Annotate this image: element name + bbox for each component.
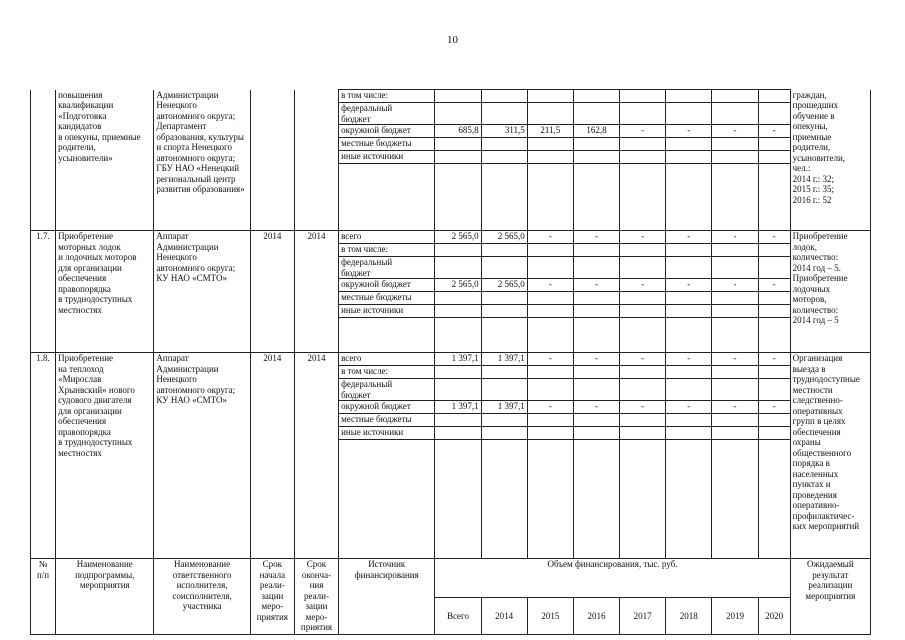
header-row	[31, 559, 871, 598]
amount-2014	[481, 292, 527, 305]
filler-cell	[339, 318, 435, 353]
header-year-2017: 2017	[620, 598, 666, 635]
amount-2020: -	[758, 125, 790, 138]
amount-2018	[666, 366, 712, 379]
filler-cell	[573, 318, 619, 353]
amount-2016: -	[573, 279, 619, 292]
amount-2020	[758, 366, 790, 379]
amount-2018: -	[666, 231, 712, 244]
amount-2017: -	[620, 353, 666, 366]
filler-cell	[712, 164, 758, 231]
source-label: федеральный бюджет	[339, 103, 435, 125]
amount-2016: -	[573, 401, 619, 414]
amount-total	[435, 366, 481, 379]
amount-2020: -	[758, 353, 790, 366]
amount-2018: -	[666, 401, 712, 414]
filler-cell	[435, 164, 481, 231]
expected-result: Приобретение лодок, количество: 2014 год – 5. Приобретение лодочных моторов, количество: 2014 год – 5	[790, 231, 870, 353]
amount-2017	[620, 427, 666, 440]
amount-2019	[712, 414, 758, 427]
amount-total: 1 397,1	[435, 401, 481, 414]
filler-cell	[527, 164, 573, 231]
amount-2014	[481, 103, 527, 125]
amount-2020	[758, 244, 790, 257]
amount-2018	[666, 244, 712, 257]
header-end: Срок оконча- ния реали- зации меро- приятия	[294, 559, 338, 635]
amount-2018	[666, 292, 712, 305]
amount-2015: -	[527, 279, 573, 292]
amount-total	[435, 257, 481, 279]
executor: Администрации Ненецкого автономного округа; Департамент образования, культуры и спорта Ненецкого автономного округа; ГБУ НАО «Ненецкий региональный центр развития образования»	[154, 90, 250, 231]
amount-2014	[481, 379, 527, 401]
amount-2017	[620, 138, 666, 151]
header-start: Срок начала реали- зации меро- приятия	[250, 559, 294, 635]
amount-2019	[712, 138, 758, 151]
amount-2016	[573, 151, 619, 164]
filler-cell	[573, 440, 619, 559]
amount-2015: -	[527, 353, 573, 366]
amount-2017	[620, 103, 666, 125]
amount-2016	[573, 366, 619, 379]
amount-2019	[712, 379, 758, 401]
amount-2018	[666, 138, 712, 151]
amount-2017	[620, 366, 666, 379]
amount-2016	[573, 427, 619, 440]
amount-2019: -	[712, 401, 758, 414]
amount-2018	[666, 379, 712, 401]
measure-name: Приобретение на теплоход «Мирослав Хрынвский» нового судового двигателя для организации обеспечения правопорядка в труднодоступных местностях	[56, 353, 154, 559]
source-label: в том числе:	[339, 244, 435, 257]
amount-2020: -	[758, 279, 790, 292]
amount-2017	[620, 90, 666, 103]
amount-2017: -	[620, 279, 666, 292]
source-label: в том числе:	[339, 90, 435, 103]
amount-2016: 162,8	[573, 125, 619, 138]
filler-cell	[620, 440, 666, 559]
amount-total: 2 565,0	[435, 231, 481, 244]
row-number	[31, 90, 56, 231]
header-number: № п/п	[31, 559, 56, 635]
amount-2014	[481, 244, 527, 257]
filler-cell	[758, 440, 790, 559]
amount-2014: 1 397,1	[481, 353, 527, 366]
amount-2018	[666, 90, 712, 103]
amount-2015	[527, 151, 573, 164]
amount-2018	[666, 257, 712, 279]
source-label: федеральный бюджет	[339, 257, 435, 279]
header-year-2014: 2014	[481, 598, 527, 635]
filler-cell	[527, 440, 573, 559]
amount-2020	[758, 414, 790, 427]
amount-2020	[758, 379, 790, 401]
amount-2019	[712, 103, 758, 125]
filler-cell	[620, 318, 666, 353]
amount-2015: -	[527, 401, 573, 414]
amount-2015	[527, 138, 573, 151]
amount-total	[435, 414, 481, 427]
amount-total: 2 565,0	[435, 279, 481, 292]
amount-2020	[758, 90, 790, 103]
amount-2020	[758, 257, 790, 279]
amount-2019: -	[712, 279, 758, 292]
table-row	[31, 353, 871, 366]
source-label: местные бюджеты	[339, 138, 435, 151]
amount-2015: -	[527, 231, 573, 244]
filler-cell	[435, 318, 481, 353]
amount-2019	[712, 427, 758, 440]
executor: Аппарат Администрации Ненецкого автономного округа; КУ НАО «СМТО»	[154, 353, 250, 559]
expected-result: граждан, прошедших обучение в опекуны, приемные родители, усыновители, чел.: 2014 г.: 32; 2015 г.: 35; 2016 г.: 52	[790, 90, 870, 231]
filler-cell	[620, 164, 666, 231]
amount-2014: 2 565,0	[481, 231, 527, 244]
row-number: 1.8.	[31, 353, 56, 559]
source-label: в том числе:	[339, 366, 435, 379]
row-number: 1.7.	[31, 231, 56, 353]
amount-total	[435, 305, 481, 318]
amount-2018	[666, 414, 712, 427]
amount-2014	[481, 366, 527, 379]
source-label: окружной бюджет	[339, 125, 435, 138]
amount-total	[435, 292, 481, 305]
amount-2020: -	[758, 231, 790, 244]
filler-cell	[481, 440, 527, 559]
amount-2020	[758, 138, 790, 151]
amount-2019	[712, 151, 758, 164]
source-label: иные источники	[339, 151, 435, 164]
amount-2020	[758, 305, 790, 318]
filler-cell	[666, 318, 712, 353]
amount-2016	[573, 90, 619, 103]
amount-2015	[527, 90, 573, 103]
amount-2018: -	[666, 279, 712, 292]
header-year-2018: 2018	[666, 598, 712, 635]
amount-total	[435, 90, 481, 103]
filler-cell	[712, 318, 758, 353]
filler-cell	[712, 440, 758, 559]
amount-2018	[666, 151, 712, 164]
amount-total	[435, 103, 481, 125]
filler-cell	[339, 164, 435, 231]
amount-2017: -	[620, 401, 666, 414]
amount-2017	[620, 414, 666, 427]
amount-2016	[573, 414, 619, 427]
amount-2015: 211,5	[527, 125, 573, 138]
amount-2015	[527, 292, 573, 305]
amount-2016	[573, 257, 619, 279]
measure-name: Приобретение моторных лодок и лодочных моторов для организации обеспечения правопорядка в труднодоступных местностях	[56, 231, 154, 353]
source-label: окружной бюджет	[339, 401, 435, 414]
header-year-2015: 2015	[527, 598, 573, 635]
amount-2014: 311,5	[481, 125, 527, 138]
amount-2015	[527, 427, 573, 440]
filler-cell	[527, 318, 573, 353]
source-label: иные источники	[339, 427, 435, 440]
measure-name: повышения квалификации «Подготовка кандидатов в опекуны, приемные родители, усыновители»	[56, 90, 154, 231]
amount-2017	[620, 151, 666, 164]
amount-2019: -	[712, 125, 758, 138]
header-result: Ожидаемый результат реализации мероприятия	[790, 559, 870, 635]
amount-2019	[712, 244, 758, 257]
table-row	[31, 90, 871, 103]
amount-2016	[573, 138, 619, 151]
amount-2015	[527, 379, 573, 401]
amount-total	[435, 427, 481, 440]
amount-2014	[481, 305, 527, 318]
table-row	[31, 231, 871, 244]
amount-2019	[712, 366, 758, 379]
amount-2015	[527, 414, 573, 427]
amount-2019: -	[712, 353, 758, 366]
amount-2017	[620, 257, 666, 279]
amount-2014	[481, 257, 527, 279]
amount-2020: -	[758, 401, 790, 414]
amount-total: 685,8	[435, 125, 481, 138]
amount-2014	[481, 90, 527, 103]
filler-cell	[666, 164, 712, 231]
start-year	[250, 90, 294, 231]
amount-2016: -	[573, 231, 619, 244]
amount-2016	[573, 244, 619, 257]
amount-2018: -	[666, 125, 712, 138]
page-number: 10	[447, 34, 458, 46]
end-year: 2014	[294, 231, 338, 353]
amount-total	[435, 138, 481, 151]
header-volume: Объем финансирования, тыс. руб.	[435, 559, 790, 598]
amount-2017	[620, 244, 666, 257]
expected-result: Организация выезда в труднодоступные местности следственно- оперативных групп в целях обеспечения охраны общественного порядка в населенных пунктах и проведения оперативно- профилактичес- ких мероприятий	[790, 353, 870, 559]
amount-total	[435, 151, 481, 164]
amount-2014: 2 565,0	[481, 279, 527, 292]
amount-2014	[481, 427, 527, 440]
amount-2018: -	[666, 353, 712, 366]
amount-2019	[712, 257, 758, 279]
amount-2016	[573, 305, 619, 318]
amount-2020	[758, 151, 790, 164]
amount-2016	[573, 379, 619, 401]
amount-2020	[758, 292, 790, 305]
source-label: местные бюджеты	[339, 292, 435, 305]
filler-cell	[481, 318, 527, 353]
amount-2020	[758, 427, 790, 440]
amount-2019	[712, 305, 758, 318]
amount-2014: 1 397,1	[481, 401, 527, 414]
source-label: всего	[339, 231, 435, 244]
amount-2016	[573, 292, 619, 305]
amount-2015	[527, 305, 573, 318]
source-label: всего	[339, 353, 435, 366]
filler-cell	[758, 164, 790, 231]
amount-2019	[712, 90, 758, 103]
amount-2017: -	[620, 125, 666, 138]
end-year	[294, 90, 338, 231]
filler-cell	[758, 318, 790, 353]
source-label: местные бюджеты	[339, 414, 435, 427]
header-source: Источник финансирования	[339, 559, 435, 635]
financing-table	[30, 89, 871, 635]
amount-2014	[481, 138, 527, 151]
filler-cell	[481, 164, 527, 231]
header-executor: Наименование ответственного исполнителя, соисполнителя, участника	[154, 559, 250, 635]
source-label: окружной бюджет	[339, 279, 435, 292]
filler-cell	[339, 440, 435, 559]
amount-2014	[481, 151, 527, 164]
amount-2015	[527, 244, 573, 257]
amount-2015	[527, 366, 573, 379]
amount-total: 1 397,1	[435, 353, 481, 366]
amount-2014	[481, 414, 527, 427]
amount-total	[435, 379, 481, 401]
amount-2016	[573, 103, 619, 125]
amount-2017: -	[620, 231, 666, 244]
filler-cell	[573, 164, 619, 231]
amount-2015	[527, 257, 573, 279]
header-year-2016: 2016	[573, 598, 619, 635]
amount-2017	[620, 292, 666, 305]
start-year: 2014	[250, 353, 294, 559]
amount-2018	[666, 305, 712, 318]
filler-cell	[435, 440, 481, 559]
amount-2018	[666, 103, 712, 125]
amount-2019	[712, 292, 758, 305]
header-name: Наименование подпрограммы, мероприятия	[56, 559, 154, 635]
header-year-total: Всего	[435, 598, 481, 635]
amount-2017	[620, 379, 666, 401]
header-year-2020: 2020	[758, 598, 790, 635]
amount-total	[435, 244, 481, 257]
amount-2016: -	[573, 353, 619, 366]
amount-2017	[620, 305, 666, 318]
amount-2018	[666, 427, 712, 440]
source-label: иные источники	[339, 305, 435, 318]
amount-2019: -	[712, 231, 758, 244]
amount-2020	[758, 103, 790, 125]
source-label: федеральный бюджет	[339, 379, 435, 401]
start-year: 2014	[250, 231, 294, 353]
filler-cell	[666, 440, 712, 559]
executor: Аппарат Администрации Ненецкого автономного округа; КУ НАО «СМТО»	[154, 231, 250, 353]
header-year-2019: 2019	[712, 598, 758, 635]
amount-2015	[527, 103, 573, 125]
end-year: 2014	[294, 353, 338, 559]
